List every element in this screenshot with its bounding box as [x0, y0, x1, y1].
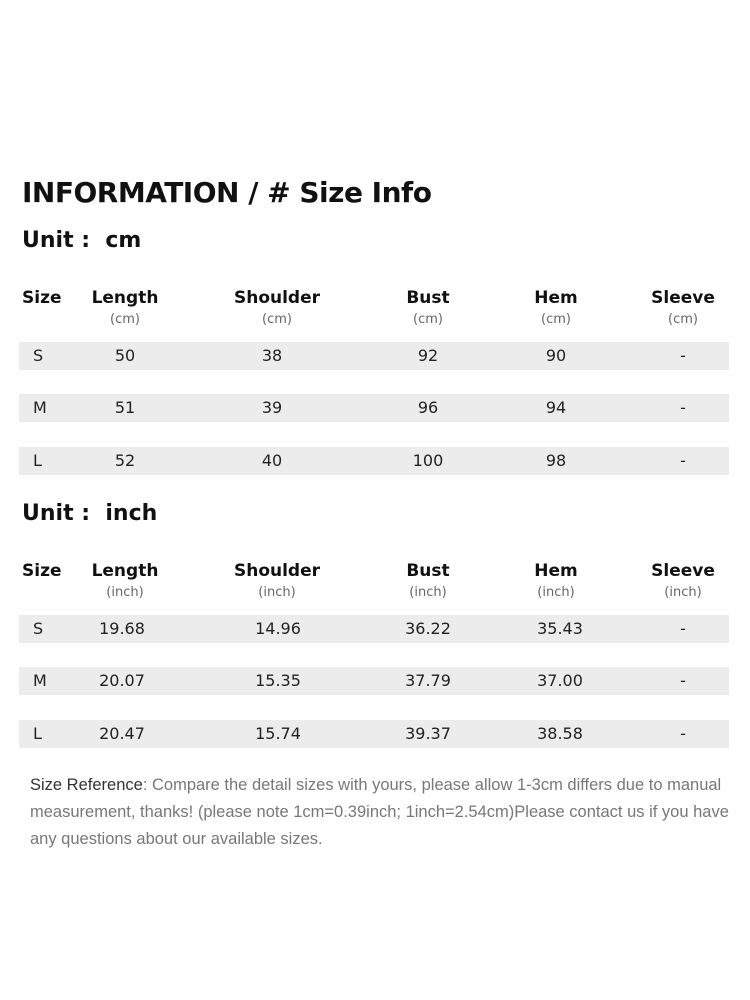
table-row [19, 667, 729, 695]
header-sleeve-unit: (cm) [668, 312, 698, 327]
header-sleeve-name: Sleeve [651, 288, 715, 308]
cell-length: 50 [114, 346, 136, 365]
unit-label-inch: Unit : inch [22, 501, 158, 526]
header-shoulder-name: Shoulder [233, 288, 321, 308]
cell-bust: 96 [417, 398, 439, 417]
unit-label-cm: Unit : cm [22, 228, 142, 253]
header-sleeve [618, 287, 748, 331]
header-hem [491, 287, 621, 331]
cell-sleeve: - [680, 671, 686, 690]
header-length-name: Length [91, 561, 159, 581]
cell-shoulder: 39 [261, 398, 283, 417]
cell-size: L [33, 451, 42, 470]
header-hem-name: Hem [534, 561, 578, 581]
header-shoulder [212, 287, 342, 331]
cell-bust: 37.79 [405, 671, 451, 690]
cell-sleeve: - [680, 724, 686, 743]
cell-hem: 37.00 [537, 671, 583, 690]
cell-bust: 36.22 [405, 619, 451, 638]
cell-shoulder: 38 [261, 346, 283, 365]
cell-hem: 98 [545, 451, 567, 470]
cell-hem: 94 [545, 398, 567, 417]
table-row [19, 342, 729, 370]
cell-bust: 100 [412, 451, 444, 470]
cell-size: S [33, 346, 44, 365]
header-sleeve [618, 560, 748, 604]
cell-hem: 38.58 [537, 724, 583, 743]
cell-size: M [33, 398, 47, 417]
header-bust [363, 560, 493, 604]
cell-bust: 39.37 [405, 724, 451, 743]
cell-sleeve: - [680, 451, 686, 470]
size-table-header-cm [0, 287, 750, 337]
header-hem-name: Hem [534, 288, 578, 308]
header-sleeve-name: Sleeve [651, 561, 715, 581]
header-shoulder-name: Shoulder [233, 561, 321, 581]
header-length [60, 560, 190, 604]
page-title: INFORMATION / # Size Info [22, 176, 432, 209]
header-sleeve-unit: (inch) [664, 585, 702, 600]
cell-bust: 92 [417, 346, 439, 365]
cell-shoulder: 14.96 [255, 619, 301, 638]
header-shoulder-unit: (cm) [262, 312, 292, 327]
header-hem [491, 560, 621, 604]
cell-hem: 35.43 [537, 619, 583, 638]
header-bust-name: Bust [406, 561, 450, 581]
cell-size: S [33, 619, 44, 638]
header-bust-unit: (cm) [413, 312, 443, 327]
cell-size: M [33, 671, 47, 690]
size-table-header-inch [0, 560, 750, 610]
table-row [19, 615, 729, 643]
cell-length: 20.47 [99, 724, 145, 743]
header-bust-unit: (inch) [409, 585, 447, 600]
header-size: Size [22, 561, 62, 581]
cell-length: 20.07 [99, 671, 145, 690]
cell-shoulder: 40 [261, 451, 283, 470]
cell-length: 51 [114, 398, 136, 417]
table-row [19, 394, 729, 422]
size-reference-lead: Size Reference [30, 776, 143, 794]
cell-sleeve: - [680, 346, 686, 365]
header-size: Size [22, 288, 62, 308]
header-length-unit: (cm) [110, 312, 140, 327]
header-shoulder-unit: (inch) [258, 585, 296, 600]
header-shoulder [212, 560, 342, 604]
header-hem-unit: (inch) [537, 585, 575, 600]
cell-length: 19.68 [99, 619, 145, 638]
cell-shoulder: 15.74 [255, 724, 301, 743]
cell-length: 52 [114, 451, 136, 470]
cell-sleeve: - [680, 398, 686, 417]
cell-size: L [33, 724, 42, 743]
header-length [60, 287, 190, 331]
header-bust [363, 287, 493, 331]
table-row [19, 447, 729, 475]
cell-hem: 90 [545, 346, 567, 365]
header-bust-name: Bust [406, 288, 450, 308]
size-reference-body: : Compare the detail sizes with yours, please allow 1-3cm differs due to manual measurement, thanks! (please note 1cm=0.39inch; 1inch=2.54cm)Please contact us if you have any questions about our available sizes. [30, 776, 729, 848]
header-hem-unit: (cm) [541, 312, 571, 327]
table-row [19, 720, 729, 748]
size-reference-note [30, 772, 730, 853]
header-length-unit: (inch) [106, 585, 144, 600]
cell-sleeve: - [680, 619, 686, 638]
header-length-name: Length [91, 288, 159, 308]
cell-shoulder: 15.35 [255, 671, 301, 690]
